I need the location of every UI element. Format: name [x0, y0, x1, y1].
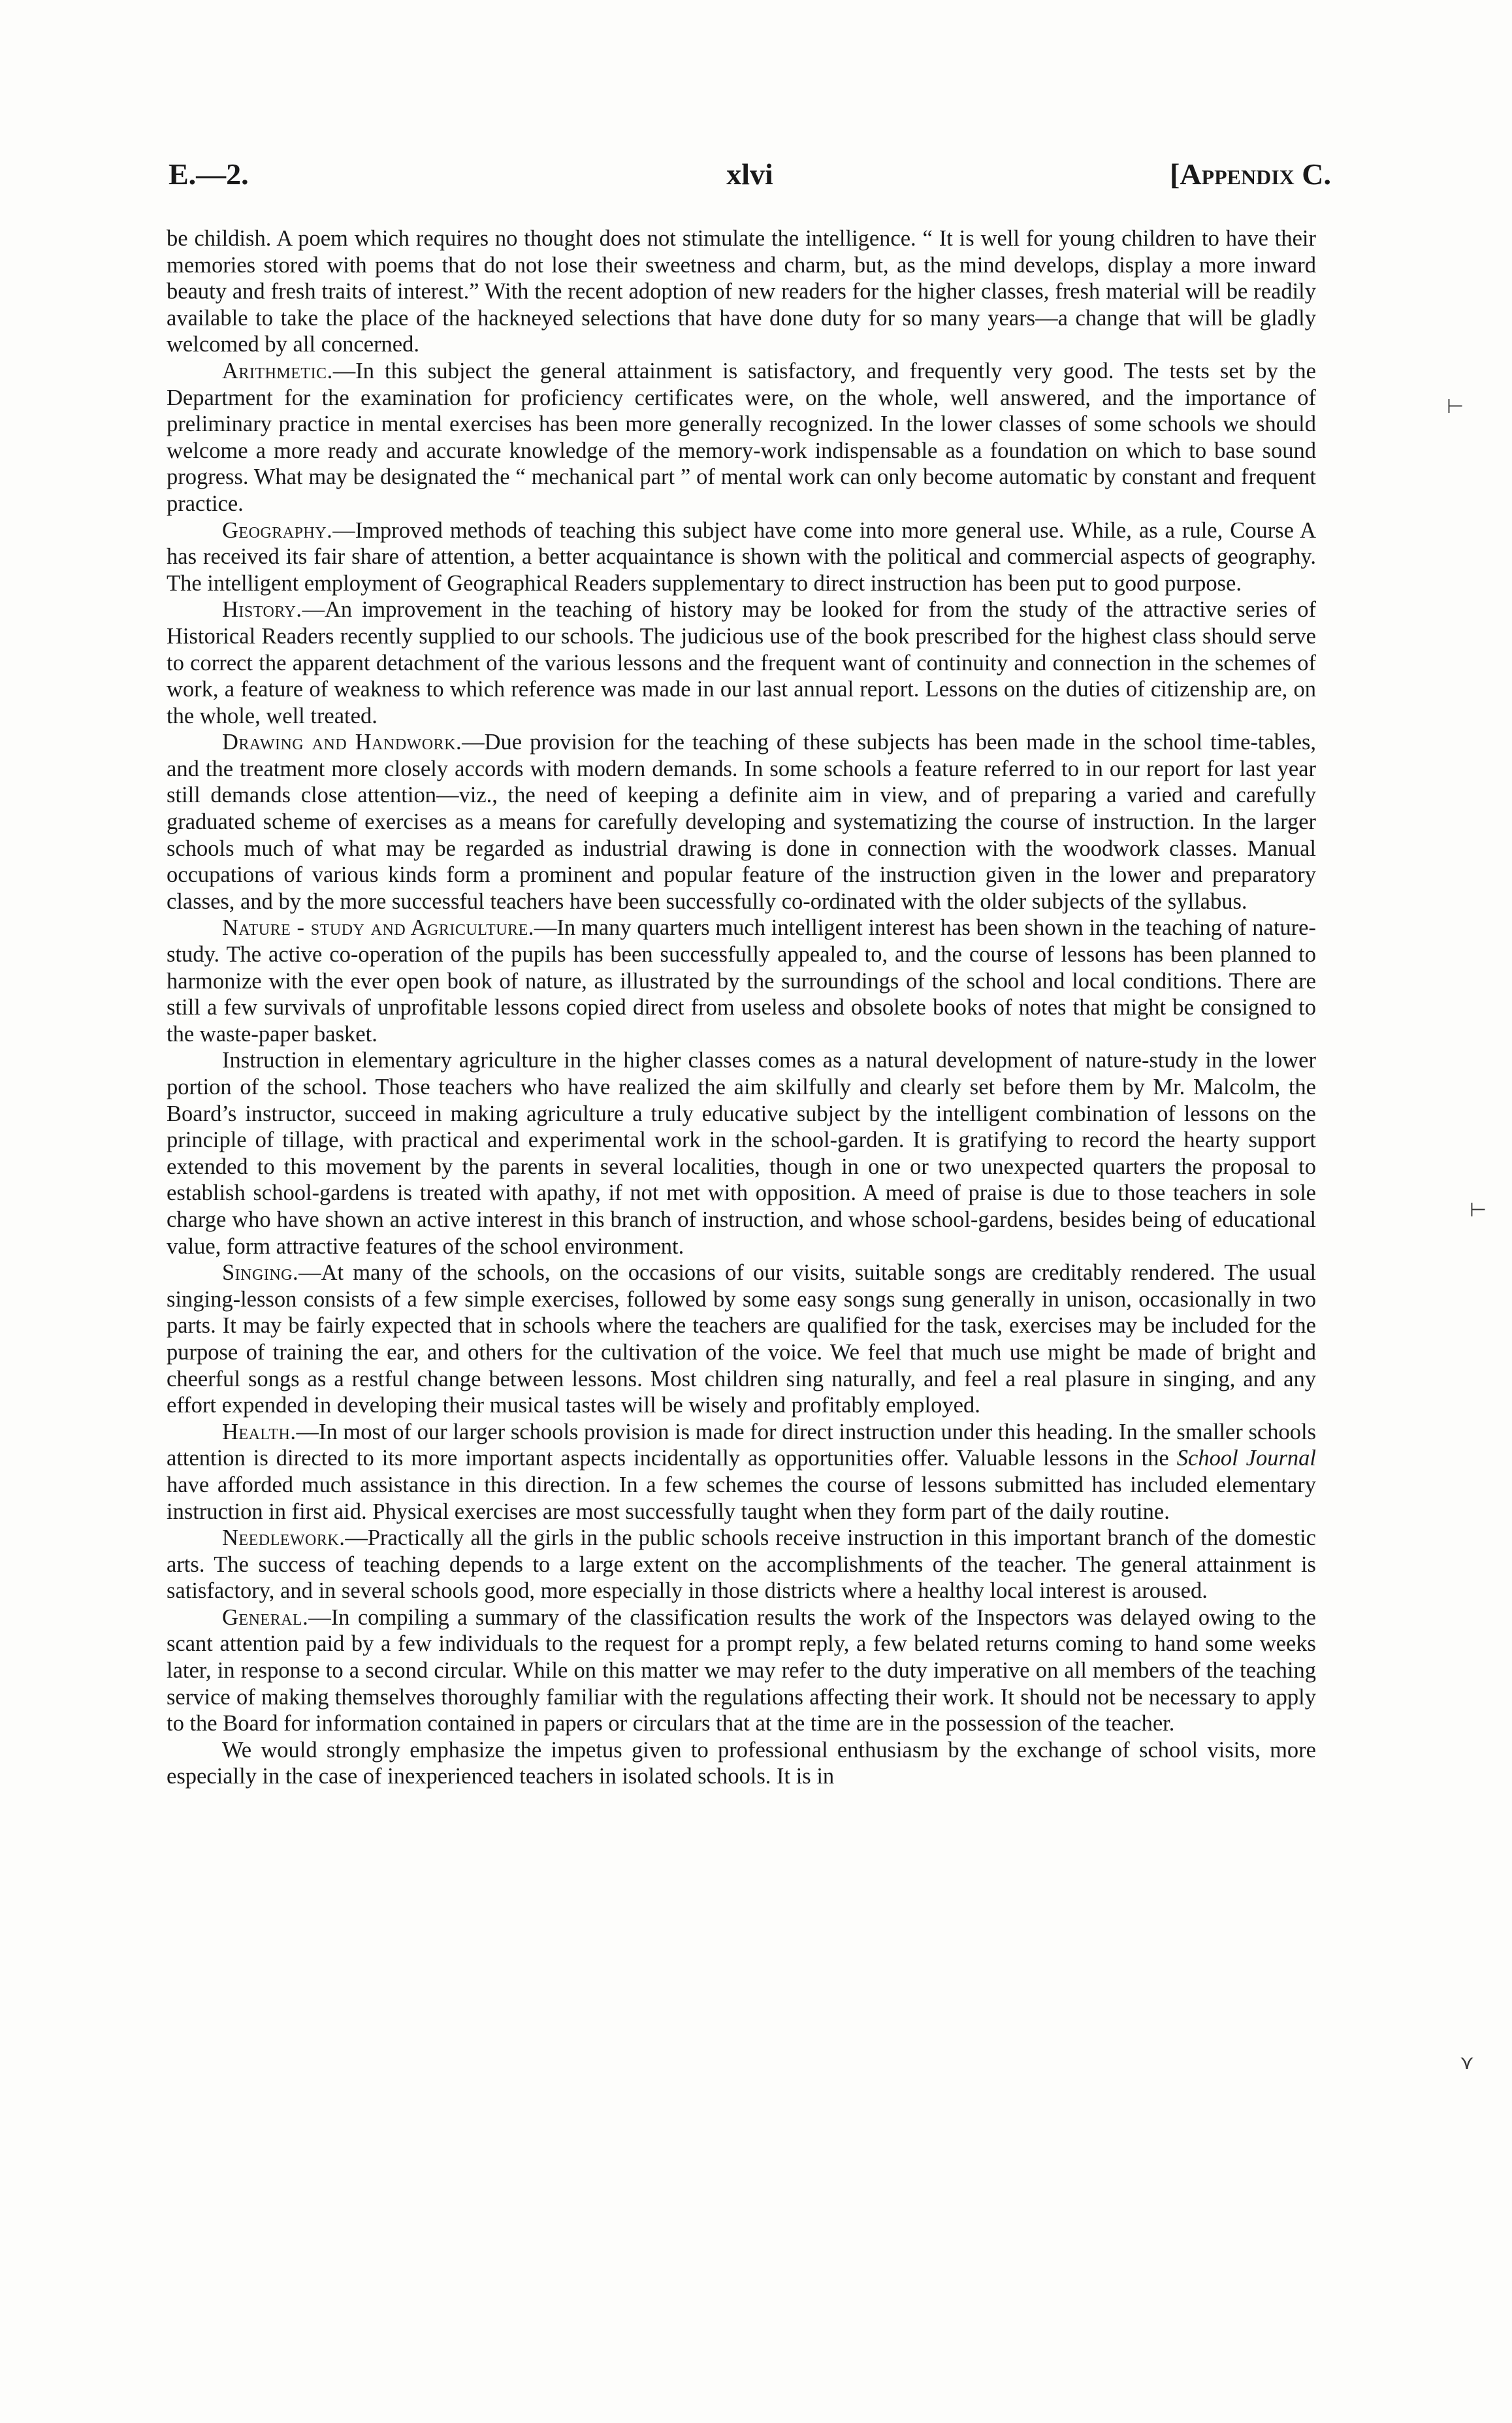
- paragraph-arithmetic: [167, 358, 1316, 517]
- paragraph-text: be childish. A poem which requires no thought does not stimulate the intelligence. “ It is well for young children to have their memories stored with poems that do not lose their sweetness and charm, but, as the mind develops, display a more inward beauty and fresh traits of interest.” With the recent adoption of new readers for the higher classes, fresh material will be readily available to take the place of the hackneyed selections that have done duty for so many years—a change that will be gladly welcomed by all concerned.: [167, 226, 1316, 357]
- margin-tick-mark-icon: ⊢: [1470, 1199, 1487, 1222]
- paragraph-text: —In this subject the general attainment is satisfactory, and frequently very good. The tests set by the Department for the examination for proficiency certificates were, on the whole, well answered, and the importance of preliminary practice in mental exercises has been more generally recognized. In the lower classes of some schools we should welcome a more ready and accurate knowledge of the memory-work indispensable as a foundation on which to base sound progress. What may be designated the “ mechanical part ” of mental work can only become automatic by constant and frequent practice.: [167, 358, 1316, 516]
- section-heading: General.: [222, 1604, 309, 1630]
- paragraph-text: —Practically all the girls in the public schools receive instruction in this important branch of the domestic arts. The success of teaching depends to a large extent on the accomplishments of the teacher. The general attainment is satisfactory, and in several schools good, more especially in those districts where a healthy local interest is aroused.: [167, 1525, 1316, 1604]
- periodical-title: School Journal: [1176, 1446, 1316, 1471]
- section-heading: Geography.: [222, 517, 333, 543]
- paragraph-text: —Improved methods of teaching this subject have come into more general use. While, as a rule, Course A has received its fair share of attention, a better acquaintance is shown with the political and commercial aspects of geography. The intelligent employment of Geographical Readers supplementary to direct instruction has been put to good purpose.: [167, 517, 1316, 596]
- paragraph-text: —In compiling a summary of the classification results the work of the Inspectors was delayed owing to the scant attention paid by a few individuals to the request for a prompt reply, a few belated returns coming to hand some weeks later, in response to a second circular. While on this matter we may refer to the duty imperative on all members of the teaching service of making themselves thoroughly familiar with the regulations affecting their work. It should not be necessary to apply to the Board for information contained in papers or circulars that at the time are in the possession of the teacher.: [167, 1604, 1316, 1736]
- page-header: [169, 157, 1331, 203]
- section-heading: Singing.: [222, 1260, 299, 1286]
- paragraph-text: —In many quarters much intelligent interest has been shown in the teaching of nature-study. The active co-operation of the pupils has been successfully appealed to, and the course of lessons has been planned to harmonize with the ever open book of nature, as illustrated by the surroundings of the school and local conditions. There are still a few survivals of unprofitable lessons copied direct from useless and obsolete books of notes that might be consigned to the waste-paper basket.: [167, 915, 1316, 1047]
- paragraph-health: [167, 1419, 1316, 1525]
- paragraph-geography: [167, 517, 1316, 597]
- header-document-code: E.—2.: [169, 157, 249, 191]
- paragraph-text: —At many of the schools, on the occasions of our visits, suitable songs are creditably rendered. The usual singing-lesson consists of a few simple exercises, followed by some easy songs sung generally in unison, occasionally in two parts. It may be fairly expected that in schools where the teachers are qualified for the task, exercises may be included for the purpose of training the ear, and others for the cultivation of the voice. We feel that much use might be made of bright and cheerful songs as a restful change between lessons. Most children sing naturally, and feel a real plasure in singing, and any effort expended in developing their musical tastes will be wisely and profitably employed.: [167, 1260, 1316, 1418]
- paragraph-nature-study: [167, 915, 1316, 1047]
- section-heading: Nature - study and Agriculture.: [222, 915, 534, 941]
- paragraph-needlework: [167, 1525, 1316, 1604]
- section-heading: Needlework.: [222, 1525, 346, 1551]
- paragraph-history: [167, 596, 1316, 729]
- paragraph-text: —Due provision for the teaching of these subjects has been made in the school time-tables, and the treatment more closely accords with modern demands. In some schools a feature referred to in our report for last year still demands close attention—viz., the need of keeping a definite aim in view, and of preparing a varied and carefully graduated scheme of exercises as a means for carefully developing and systematizing the course of instruction. In the larger schools much of what may be regarded as industrial drawing is done in connection with the woodwork classes. Manual occupations of various kinds form a prominent and popular feature of the instruction given in the lower and preparatory classes, and by the more successful teachers have been successfully co-ordinated with the older subjects of the syllabus.: [167, 730, 1316, 914]
- paragraph-general: [167, 1604, 1316, 1737]
- paragraph-drawing-handwork: [167, 729, 1316, 915]
- margin-tick-mark-icon: ⊢: [1447, 395, 1464, 418]
- section-heading: Health.: [222, 1419, 297, 1444]
- section-heading: History.: [222, 597, 302, 623]
- body-text: [167, 225, 1316, 1790]
- paragraph-text: We would strongly emphasize the impetus given to professional enthusiasm by the exchange of school visits, more especially in the case of inexperienced teachers in isolated schools. It is in: [167, 1737, 1316, 1789]
- paragraph-text: Instruction in elementary agriculture in the higher classes comes as a natural development of nature-study in the lower portion of the school. Those teachers who have realized the aim skilfully and clearly set before them by Mr. Malcolm, the Board’s instructor, succeed in making agriculture a truly educative subject by the intelligent combination of lessons on the principle of tillage, with practical and experimental work in the school-garden. It is gratifying to record the hearty support extended to this movement by the parents in several localities, though in one or two unexpected quarters the proposal to establish school-gardens is treated with apathy, if not met with opposition. A meed of praise is due to those teachers in sole charge who have shown an active interest in this branch of instruction, and whose school-gardens, besides being of educational value, form attractive features of the school environment.: [167, 1048, 1316, 1259]
- section-heading: Arithmetic.: [222, 358, 333, 383]
- paragraph-text: —In most of our larger schools provision is made for direct instruction under this heading. In the smaller schools attention is directed to its more important aspects incidentally as opportunities offer. Valuable lessons in the School Journal have afforded much assistance in this direction. In a few schemes the course of lessons submitted has included elementary instruction in first aid. Physical exercises are most successfully taught when they form part of the daily routine.: [167, 1419, 1316, 1524]
- margin-tick-mark-icon: ⋎: [1460, 2051, 1474, 2074]
- paragraph-text: —An improvement in the teaching of history may be looked for from the study of the attractive series of Historical Readers recently supplied to our schools. The judicious use of the book prescribed for the highest class should serve to correct the apparent detachment of the various lessons and the frequent want of continuity and connection in the schemes of work, a feature of weakness to which reference was made in our last annual report. Lessons on the duties of citizenship are, on the whole, well treated.: [167, 597, 1316, 728]
- paragraph-singing: [167, 1260, 1316, 1419]
- header-page-number: xlvi: [726, 157, 773, 191]
- header-appendix-label: [Appendix C.: [1170, 157, 1331, 191]
- section-heading: Drawing and Handwork.: [222, 730, 462, 755]
- paragraph: [167, 225, 1316, 358]
- paragraph-agriculture: [167, 1047, 1316, 1260]
- paragraph-school-visits: [167, 1737, 1316, 1790]
